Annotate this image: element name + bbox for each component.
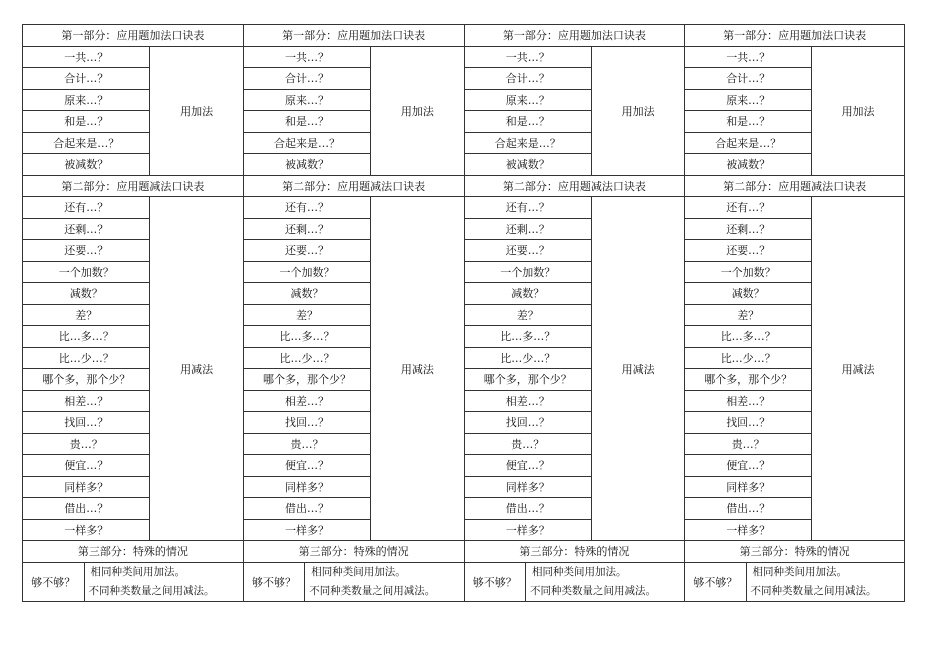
part3-label: 够不够？ bbox=[244, 563, 306, 601]
part2-item: 哪个多，那个少？ bbox=[23, 369, 149, 391]
part1-method: 用加法 bbox=[841, 104, 875, 118]
part2-item: 找回…？ bbox=[685, 412, 811, 434]
part3-label: 够不够？ bbox=[23, 563, 85, 601]
part1-item: 合计…？ bbox=[244, 68, 370, 90]
part2-section bbox=[23, 197, 243, 541]
part1-item: 和是…？ bbox=[685, 111, 811, 133]
part2-item: 一样多？ bbox=[284, 523, 329, 537]
part1-item: 和是…？ bbox=[23, 111, 149, 133]
part2-item: 还有…？ bbox=[23, 197, 149, 219]
part1-section bbox=[465, 47, 685, 176]
part2-item: 贵…？ bbox=[23, 434, 149, 456]
part2-item: 还剩…？ bbox=[465, 219, 591, 241]
part2-header: 第二部分：应用题减法口诀表 bbox=[23, 176, 243, 198]
part2-item: 贵…？ bbox=[244, 434, 370, 456]
part2-section bbox=[244, 197, 464, 541]
part2-section bbox=[465, 197, 685, 541]
part3-rules bbox=[526, 563, 684, 601]
part2-header: 第二部分：应用题减法口诀表 bbox=[244, 176, 464, 198]
part2-header: 第二部分：应用题减法口诀表 bbox=[685, 176, 904, 198]
part1-section bbox=[685, 47, 904, 176]
part3-rules bbox=[747, 563, 905, 601]
part2-item: 一个加数？ bbox=[465, 262, 591, 284]
part1-item: 合计…？ bbox=[465, 68, 591, 90]
part2-items bbox=[244, 197, 371, 540]
part1-item: 一共…？ bbox=[23, 47, 149, 69]
part1-items bbox=[685, 47, 812, 175]
part2-item: 贵…？ bbox=[465, 434, 591, 456]
part1-items bbox=[23, 47, 150, 175]
part2-item: 还有…？ bbox=[465, 197, 591, 219]
part2-item: 哪个多，那个少？ bbox=[685, 369, 811, 391]
part2-item: 还剩…？ bbox=[685, 219, 811, 241]
part2-item: 减数？ bbox=[244, 283, 370, 305]
tables-grid bbox=[22, 24, 905, 600]
part2-item: 同样多？ bbox=[244, 477, 370, 499]
part2-items bbox=[465, 197, 592, 540]
part2-item: 找回…？ bbox=[465, 412, 591, 434]
part1-item: 合起来是…？ bbox=[23, 133, 149, 155]
part1-item: 合起来是…？ bbox=[244, 133, 370, 155]
mnemonic-table bbox=[684, 24, 905, 602]
part1-method: 用加法 bbox=[400, 104, 434, 118]
part3-rule-line: 相同种类间用加法。 bbox=[90, 565, 186, 578]
part2-item: 哪个多，那个少？ bbox=[465, 369, 591, 391]
part1-item: 一共…？ bbox=[685, 47, 811, 69]
part3-header: 第三部分：特殊的情况 bbox=[465, 541, 685, 563]
part2-item: 还要…？ bbox=[685, 240, 811, 262]
part2-item: 比…多…？ bbox=[465, 326, 591, 348]
part1-items bbox=[465, 47, 592, 175]
part2-item: 便宜…？ bbox=[244, 455, 370, 477]
part1-section bbox=[244, 47, 464, 176]
part1-item: 被减数？ bbox=[726, 158, 771, 172]
part3-rule-line: 相同种类间用加法。 bbox=[311, 565, 406, 578]
part2-item: 减数？ bbox=[465, 283, 591, 305]
part2-item: 相差…？ bbox=[685, 391, 811, 413]
part2-item: 相差…？ bbox=[465, 391, 591, 413]
part1-item: 被减数？ bbox=[505, 158, 550, 172]
part1-header: 第一部分：应用题加法口诀表 bbox=[23, 25, 243, 47]
part3-rules bbox=[85, 563, 243, 601]
part3-rule-line: 相同种类间用加法。 bbox=[532, 565, 627, 578]
part1-item: 原来…？ bbox=[465, 90, 591, 112]
part2-item: 哪个多，那个少？ bbox=[244, 369, 370, 391]
part2-item: 差？ bbox=[685, 305, 811, 327]
part2-item: 贵…？ bbox=[685, 434, 811, 456]
part2-item: 比…少…？ bbox=[23, 348, 149, 370]
part1-item: 合起来是…？ bbox=[465, 133, 591, 155]
part2-item: 一个加数？ bbox=[23, 262, 149, 284]
part3-header: 第三部分：特殊的情况 bbox=[685, 541, 904, 563]
part2-item: 同样多？ bbox=[23, 477, 149, 499]
part2-item: 便宜…？ bbox=[465, 455, 591, 477]
part2-method: 用减法 bbox=[621, 362, 655, 376]
part3-section bbox=[465, 563, 685, 601]
part1-method: 用加法 bbox=[180, 104, 214, 118]
part2-item: 减数？ bbox=[23, 283, 149, 305]
part2-item: 同样多？ bbox=[465, 477, 591, 499]
part2-item: 比…多…？ bbox=[23, 326, 149, 348]
part3-rules bbox=[305, 563, 463, 601]
part2-item: 减数？ bbox=[685, 283, 811, 305]
part1-item: 被减数？ bbox=[284, 158, 329, 172]
part2-item: 还剩…？ bbox=[244, 219, 370, 241]
part1-header: 第一部分：应用题加法口诀表 bbox=[685, 25, 904, 47]
part3-rule-line: 不同种类数量之间用减法。 bbox=[88, 584, 215, 597]
mnemonic-table bbox=[464, 24, 685, 602]
part3-header: 第三部分：特殊的情况 bbox=[23, 541, 243, 563]
part2-item: 还有…？ bbox=[685, 197, 811, 219]
part2-item: 还要…？ bbox=[244, 240, 370, 262]
part2-method: 用减法 bbox=[180, 362, 214, 376]
mnemonic-table bbox=[243, 24, 464, 602]
part2-item: 相差…？ bbox=[244, 391, 370, 413]
part1-item: 被减数？ bbox=[64, 158, 109, 172]
part3-label: 够不够？ bbox=[685, 563, 746, 601]
part1-item: 合起来是…？ bbox=[685, 133, 811, 155]
part2-item: 差？ bbox=[465, 305, 591, 327]
part2-method: 用减法 bbox=[841, 362, 875, 376]
part2-item: 借出…？ bbox=[685, 498, 811, 520]
part2-item: 便宜…？ bbox=[23, 455, 149, 477]
part1-method: 用加法 bbox=[621, 104, 655, 118]
part2-item: 比…少…？ bbox=[244, 348, 370, 370]
part3-section bbox=[685, 563, 904, 601]
part2-item: 找回…？ bbox=[23, 412, 149, 434]
part2-item: 借出…？ bbox=[465, 498, 591, 520]
part1-item: 合计…？ bbox=[685, 68, 811, 90]
part1-item: 和是…？ bbox=[465, 111, 591, 133]
part3-rule-line: 不同种类数量之间用减法。 bbox=[309, 584, 436, 597]
part2-items bbox=[23, 197, 150, 540]
part3-rule-line: 相同种类间用加法。 bbox=[752, 565, 847, 578]
part3-header: 第三部分：特殊的情况 bbox=[244, 541, 464, 563]
part1-item: 一共…？ bbox=[465, 47, 591, 69]
part2-item: 比…少…？ bbox=[465, 348, 591, 370]
part2-item: 差？ bbox=[244, 305, 370, 327]
part2-method: 用减法 bbox=[400, 362, 434, 376]
part2-item: 还要…？ bbox=[23, 240, 149, 262]
part2-item: 还剩…？ bbox=[23, 219, 149, 241]
part2-item: 一样多？ bbox=[505, 523, 550, 537]
part3-rule-line: 不同种类数量之间用减法。 bbox=[530, 584, 657, 597]
part3-section bbox=[23, 563, 243, 601]
part2-header: 第二部分：应用题减法口诀表 bbox=[465, 176, 685, 198]
part2-item: 比…少…？ bbox=[685, 348, 811, 370]
part1-items bbox=[244, 47, 371, 175]
part1-item: 原来…？ bbox=[685, 90, 811, 112]
part2-item: 差？ bbox=[23, 305, 149, 327]
part2-item: 还有…？ bbox=[244, 197, 370, 219]
part3-label: 够不够？ bbox=[465, 563, 527, 601]
part2-item: 一个加数？ bbox=[244, 262, 370, 284]
part3-section bbox=[244, 563, 464, 601]
part2-item: 比…多…？ bbox=[685, 326, 811, 348]
part2-item: 借出…？ bbox=[23, 498, 149, 520]
part2-item: 一样多？ bbox=[64, 523, 109, 537]
part2-items bbox=[685, 197, 812, 540]
part1-header: 第一部分：应用题加法口诀表 bbox=[244, 25, 464, 47]
part2-item: 相差…？ bbox=[23, 391, 149, 413]
part2-item: 一样多？ bbox=[726, 523, 771, 537]
part1-item: 原来…？ bbox=[23, 90, 149, 112]
part2-section bbox=[685, 197, 904, 541]
part1-item: 和是…？ bbox=[244, 111, 370, 133]
part2-item: 还要…？ bbox=[465, 240, 591, 262]
mnemonic-table bbox=[22, 24, 243, 602]
part1-header: 第一部分：应用题加法口诀表 bbox=[465, 25, 685, 47]
part2-item: 一个加数？ bbox=[685, 262, 811, 284]
part3-rule-line: 不同种类数量之间用减法。 bbox=[750, 584, 877, 597]
part2-item: 借出…？ bbox=[244, 498, 370, 520]
part2-item: 同样多？ bbox=[685, 477, 811, 499]
part1-section bbox=[23, 47, 243, 176]
part2-item: 找回…？ bbox=[244, 412, 370, 434]
part1-item: 原来…？ bbox=[244, 90, 370, 112]
part1-item: 一共…？ bbox=[244, 47, 370, 69]
part1-item: 合计…？ bbox=[23, 68, 149, 90]
part2-item: 便宜…？ bbox=[685, 455, 811, 477]
part2-item: 比…多…？ bbox=[244, 326, 370, 348]
